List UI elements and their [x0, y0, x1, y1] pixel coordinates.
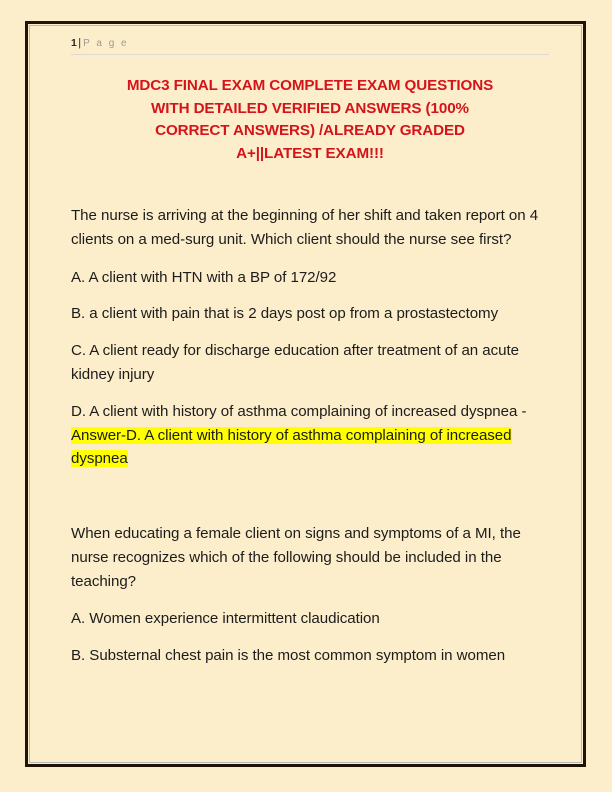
question-separator — [71, 484, 553, 508]
header-separator: | — [78, 37, 82, 49]
document-title — [71, 75, 549, 165]
question-1-stem: The nurse is arriving at the beginning of her shift and taken report on 4 clients on a med-surg unit. Which client should the nurse see first? — [71, 207, 539, 248]
running-header — [71, 36, 549, 56]
question-1-option-d — [71, 400, 553, 471]
header-divider — [71, 54, 549, 55]
title-line-3: CORRECT ANSWERS) /ALREADY GRADED — [155, 122, 465, 139]
question-1-option-b: B. a client with pain that is 2 days post op from a prostastectomy — [71, 305, 499, 323]
question-1-option-c: C. A client ready for discharge education after treatment of an acute kidney injury — [71, 342, 519, 383]
question-2-stem: When educating a female client on signs and symptoms of a MI, the nurse recognizes which of the following should be included in the teaching? — [71, 524, 521, 590]
header-page-label: P a g e — [83, 38, 129, 49]
title-line-1: MDC3 FINAL EXAM COMPLETE EXAM QUESTIONS — [126, 77, 494, 94]
title-line-4: A+||LATEST EXAM!!! — [236, 144, 384, 162]
question-1-answer-highlight: Answer-D. A client with history of asthma complaining of increased dyspnea — [71, 426, 512, 468]
question-2-option-b: B. Substernal chest pain is the most common symptom in women — [71, 647, 506, 665]
question-1-option-a: A. A client with HTN with a BP of 172/92 — [71, 268, 337, 286]
page-content — [33, 28, 578, 760]
header-page-number: 1 — [71, 37, 78, 49]
question-1-option-d-text: D. A client with history of asthma complaining of increased dyspnea - — [71, 402, 527, 420]
title-line-2: WITH DETAILED VERIFIED ANSWERS (100% — [151, 99, 469, 117]
exam-body — [71, 204, 553, 681]
question-2-option-a: A. Women experience intermittent claudication — [71, 610, 380, 628]
